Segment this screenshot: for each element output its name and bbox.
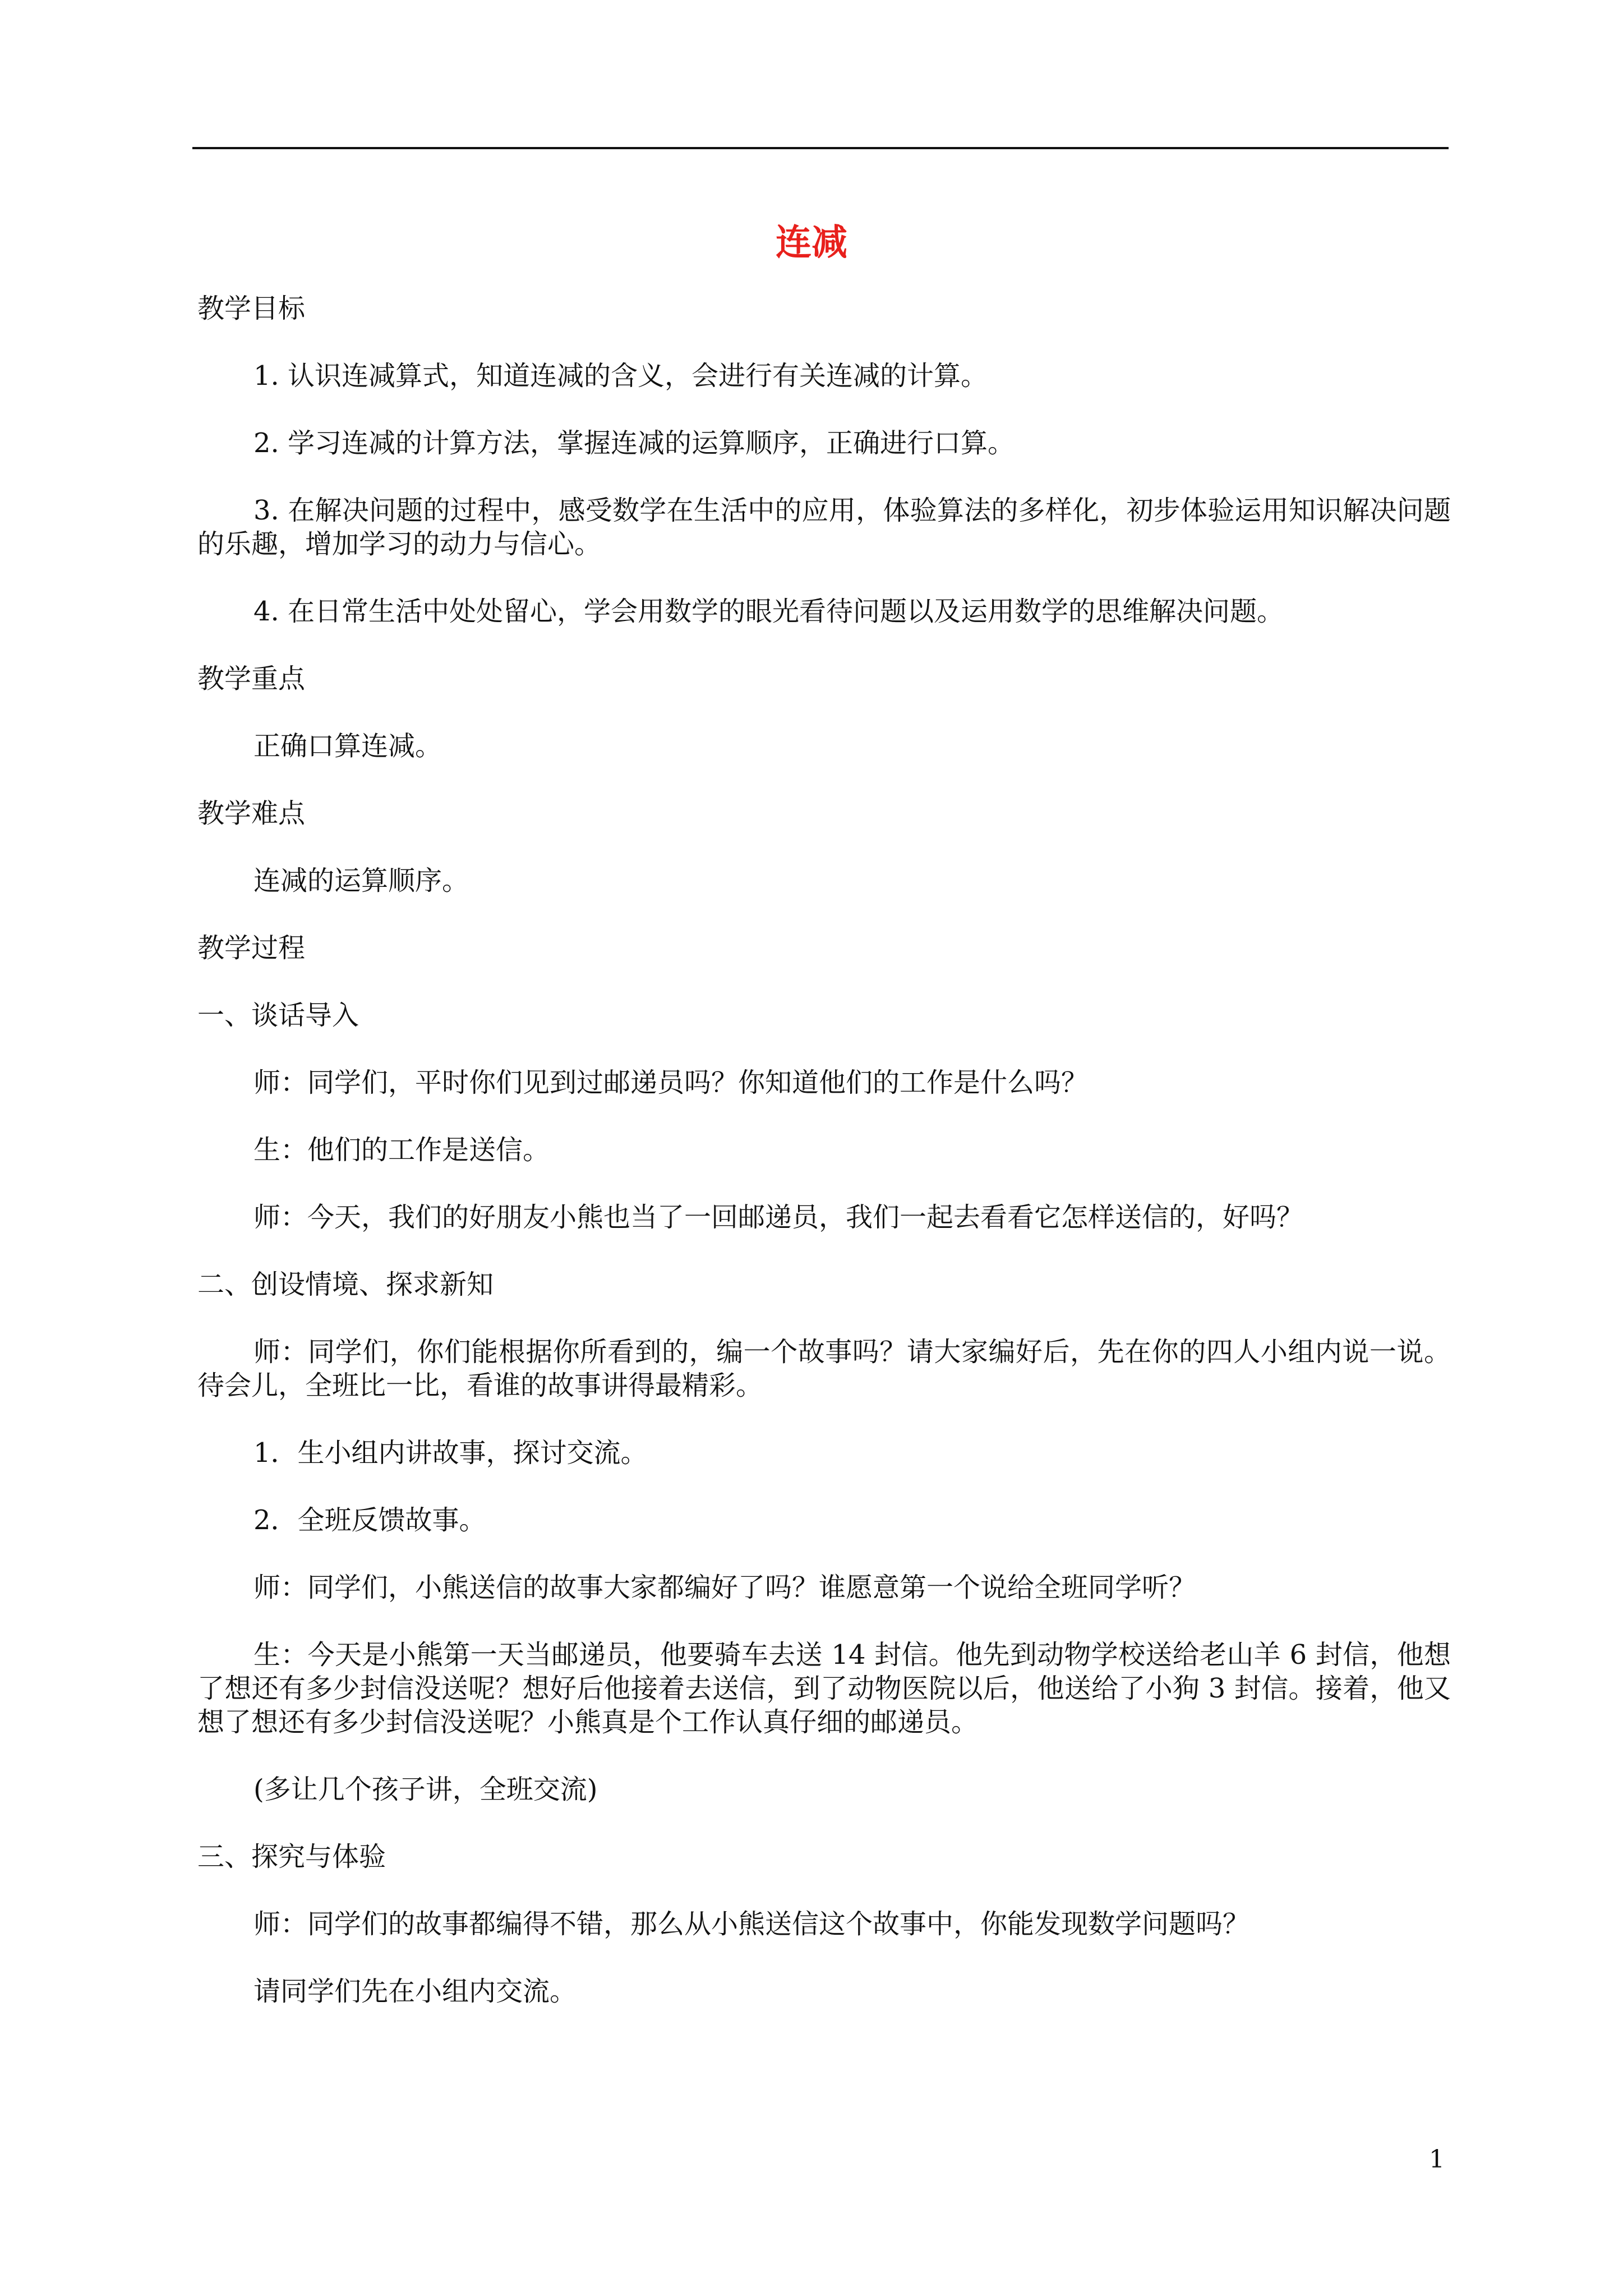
dialogue-line: 师：今天，我们的好朋友小熊也当了一回邮递员，我们一起去看看它怎样送信的，好吗？ bbox=[253, 1202, 1304, 1233]
document-body bbox=[197, 292, 1454, 2042]
dialogue-line: 生：他们的工作是送信。 bbox=[253, 1134, 550, 1166]
part2-note: (多让几个孩子讲，全班交流) bbox=[253, 1774, 598, 1805]
section-heading-process: 教学过程 bbox=[197, 932, 306, 964]
section-heading-key-points: 教学重点 bbox=[197, 663, 306, 694]
dialogue-line: 师：同学们的故事都编得不错，那么从小熊送信这个故事中，你能发现数学问题吗？ bbox=[253, 1908, 1250, 1940]
part2-step-2: 2．全班反馈故事。 bbox=[253, 1504, 486, 1536]
part2-intro: 师：同学们，你们能根据你所看到的，编一个故事吗？请大家编好后，先在你的四人小组内说一说。待会儿，全班比一比，看谁的故事讲得最精彩。 bbox=[197, 1336, 1451, 1401]
part2-heading: 二、创设情境、探求新知 bbox=[197, 1269, 494, 1300]
key-points-text: 正确口算连减。 bbox=[253, 730, 442, 762]
dialogue-line: 师：同学们，平时你们见到过邮递员吗？你知道他们的工作是什么吗？ bbox=[253, 1067, 1089, 1098]
part3-heading: 三、探究与体验 bbox=[197, 1841, 386, 1872]
part1-heading: 一、谈话导入 bbox=[197, 1000, 359, 1031]
page-number: 1 bbox=[1429, 2145, 1445, 2174]
document-title: 连减 bbox=[776, 222, 847, 264]
dialogue-line: 师：同学们，小熊送信的故事大家都编好了吗？谁愿意第一个说给全班同学听？ bbox=[253, 1572, 1196, 1603]
section-heading-goals: 教学目标 bbox=[197, 293, 306, 324]
difficulty-text: 连减的运算顺序。 bbox=[253, 865, 469, 896]
goal-item-2: 2. 学习连减的计算方法，掌握连减的运算顺序，正确进行口算。 bbox=[253, 427, 1015, 459]
goal-item-3: 3. 在解决问题的过程中，感受数学在生活中的应用，体验算法的多样化，初步体验运用知识解决问题的乐趣，增加学习的动力与信心。 bbox=[197, 495, 1451, 560]
student-story: 生：今天是小熊第一天当邮递员，他要骑车去送 14 封信。他先到动物学校送给老山羊 6 封信，他想了想还有多少封信没送呢？想好后他接着去送信，到了动物医院以后，他送给了小狗 3 封信。接着，他又想了想还有多少封信没送呢？小熊真是个工作认真仔细的邮递员。 bbox=[197, 1639, 1451, 1738]
section-heading-difficulty: 教学难点 bbox=[197, 798, 306, 829]
goal-item-4: 4. 在日常生活中处处留心，学会用数学的眼光看待问题以及运用数学的思维解决问题。 bbox=[253, 596, 1284, 627]
dialogue-line: 请同学们先在小组内交流。 bbox=[253, 1976, 577, 2007]
part2-step-1: 1．生小组内讲故事，探讨交流。 bbox=[253, 1437, 648, 1469]
goal-item-1: 1. 认识连减算式，知道连减的含义，会进行有关连减的计算。 bbox=[253, 360, 988, 392]
header-rule bbox=[192, 147, 1449, 149]
